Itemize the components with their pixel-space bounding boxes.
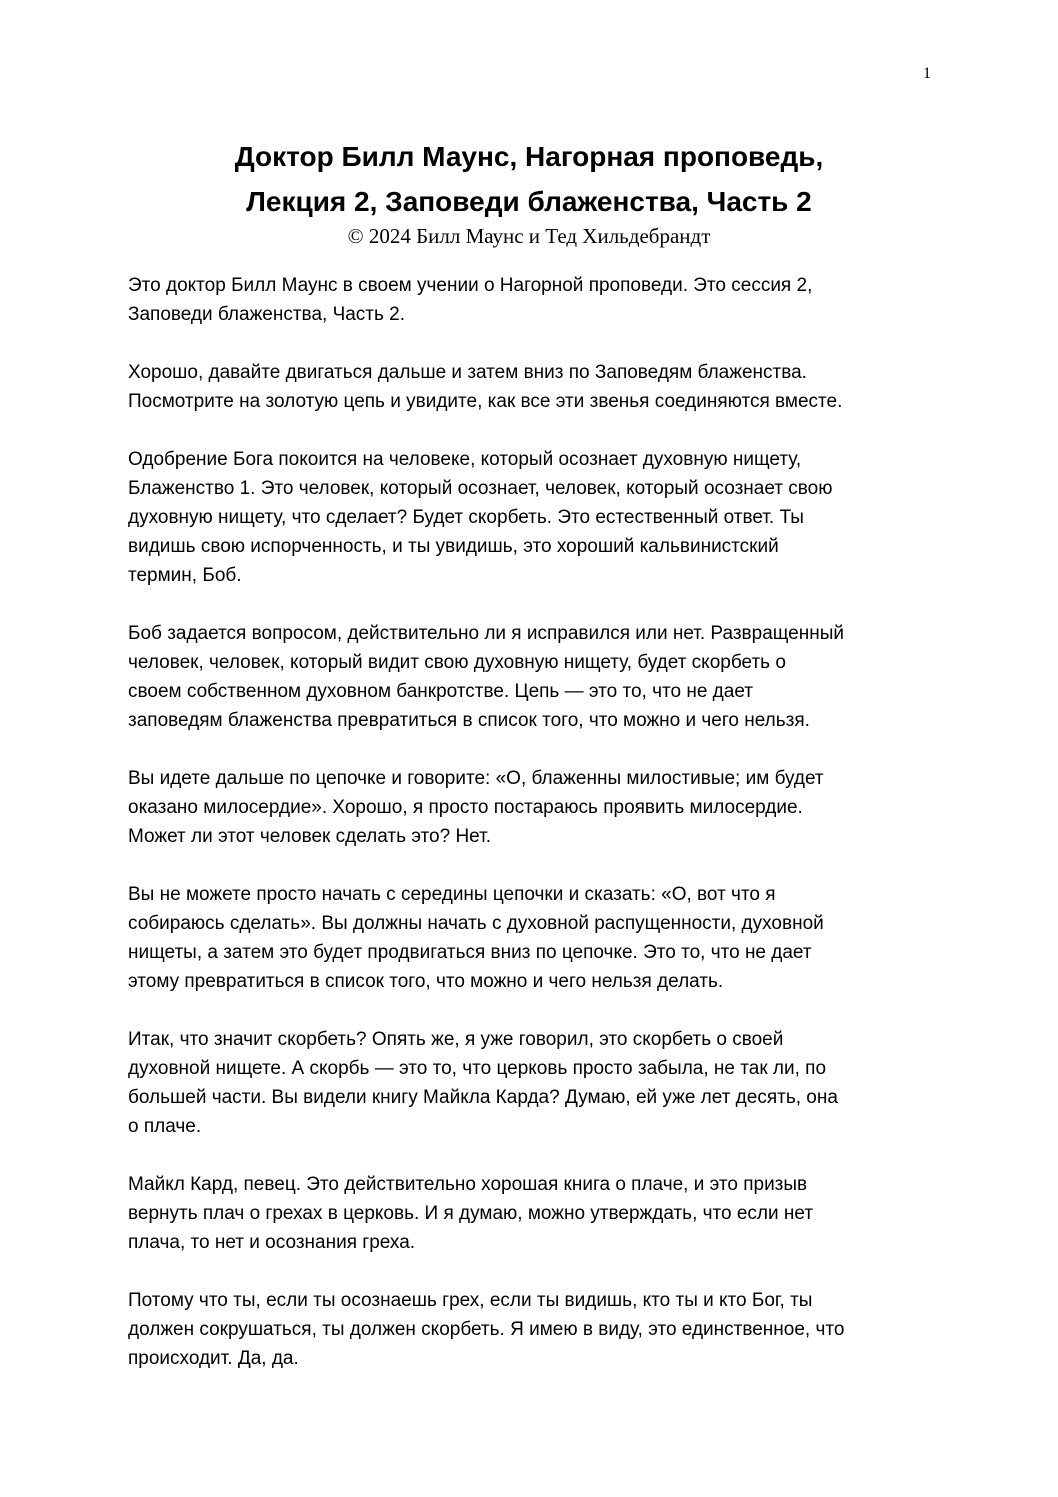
- paragraph-line: вернуть плач о грехах в церковь. И я думаю, можно утверждать, что если нет: [128, 1203, 814, 1224]
- paragraph-line: заповедям блаженства превратиться в список того, что можно и чего нельзя.: [128, 710, 810, 731]
- paragraph-line: Блаженство 1. Это человек, который осознает, человек, который осознает свою: [128, 478, 833, 499]
- paragraph: [128, 619, 938, 735]
- paragraph: [128, 764, 938, 851]
- document-body: [128, 271, 938, 1402]
- paragraph-line: Майкл Кард, певец. Это действительно хорошая книга о плаче, и это призыв: [128, 1174, 808, 1195]
- paragraph: [128, 1286, 938, 1373]
- paragraph-line: духовной нищете. А скорбь — это то, что церковь просто забыла, не так ли, по: [128, 1058, 827, 1079]
- paragraph-line: Хорошо, давайте двигаться дальше и затем вниз по Заповедям блаженства.: [128, 362, 807, 383]
- paragraph-line: большей части. Вы видели книгу Майкла Карда? Думаю, ей уже лет десять, она: [128, 1087, 838, 1108]
- paragraph-line: собираюсь сделать». Вы должны начать с духовной распущенности, духовной: [128, 913, 824, 934]
- paragraph-line: о плаче.: [128, 1116, 202, 1137]
- paragraph-line: духовную нищету, что сделает? Будет скорбеть. Это естественный ответ. Ты: [128, 507, 804, 528]
- paragraph-line: своем собственном духовном банкротстве. Цепь — это то, что не дает: [128, 681, 753, 702]
- paragraph-line: Вы не можете просто начать с середины цепочки и сказать: «О, вот что я: [128, 884, 776, 905]
- paragraph: [128, 445, 938, 590]
- paragraph-line: Посмотрите на золотую цепь и увидите, как все эти звенья соединяются вместе.: [128, 391, 843, 412]
- paragraph-line: Это доктор Билл Маунс в своем учении о Нагорной проповеди. Это сессия 2,: [128, 275, 813, 296]
- copyright-notice: © 2024 Билл Маунс и Тед Хильдебрандт: [347, 224, 711, 248]
- paragraph-line: Вы идете дальше по цепочке и говорите: «О, блаженны милостивые; им будет: [128, 768, 824, 789]
- document-header: [0, 134, 1058, 249]
- paragraph-line: Может ли этот человек сделать это? Нет.: [128, 826, 491, 847]
- paragraph-line: Заповеди блаженства, Часть 2.: [128, 304, 406, 325]
- paragraph-line: Потому что ты, если ты осознаешь грех, если ты видишь, кто ты и кто Бог, ты: [128, 1290, 813, 1311]
- document-title-line-2: Лекция 2, Заповеди блаженства, Часть 2: [246, 186, 812, 217]
- paragraph: [128, 358, 938, 416]
- paragraph-line: должен сокрушаться, ты должен скорбеть. Я имею в виду, это единственное, что: [128, 1319, 845, 1340]
- paragraph-line: Боб задается вопросом, действительно ли я исправился или нет. Развращенный: [128, 623, 845, 644]
- paragraph-line: этому превратиться в список того, что можно и чего нельзя делать.: [128, 971, 724, 992]
- paragraph-line: видишь свою испорченность, и ты увидишь, это хороший кальвинистский: [128, 536, 779, 557]
- paragraph-line: оказано милосердие». Хорошо, я просто постараюсь проявить милосердие.: [128, 797, 803, 818]
- paragraph-line: человек, человек, который видит свою духовную нищету, будет скорбеть о: [128, 652, 786, 673]
- paragraph-line: Одобрение Бога покоится на человеке, который осознает духовную нищету,: [128, 449, 802, 470]
- paragraph-line: термин, Боб.: [128, 565, 242, 586]
- paragraph: [128, 271, 938, 329]
- document-title-line-1: Доктор Билл Маунс, Нагорная проповедь,: [234, 141, 824, 172]
- paragraph: [128, 1170, 938, 1257]
- page-number: 1: [923, 65, 931, 82]
- paragraph: [128, 880, 938, 996]
- paragraph-line: происходит. Да, да.: [128, 1348, 299, 1369]
- paragraph-line: нищеты, а затем это будет продвигаться вниз по цепочке. Это то, что не дает: [128, 942, 812, 963]
- paragraph: [128, 1025, 938, 1141]
- paragraph-line: Итак, что значит скорбеть? Опять же, я уже говорил, это скорбеть о своей: [128, 1029, 784, 1050]
- paragraph-line: плача, то нет и осознания греха.: [128, 1232, 416, 1253]
